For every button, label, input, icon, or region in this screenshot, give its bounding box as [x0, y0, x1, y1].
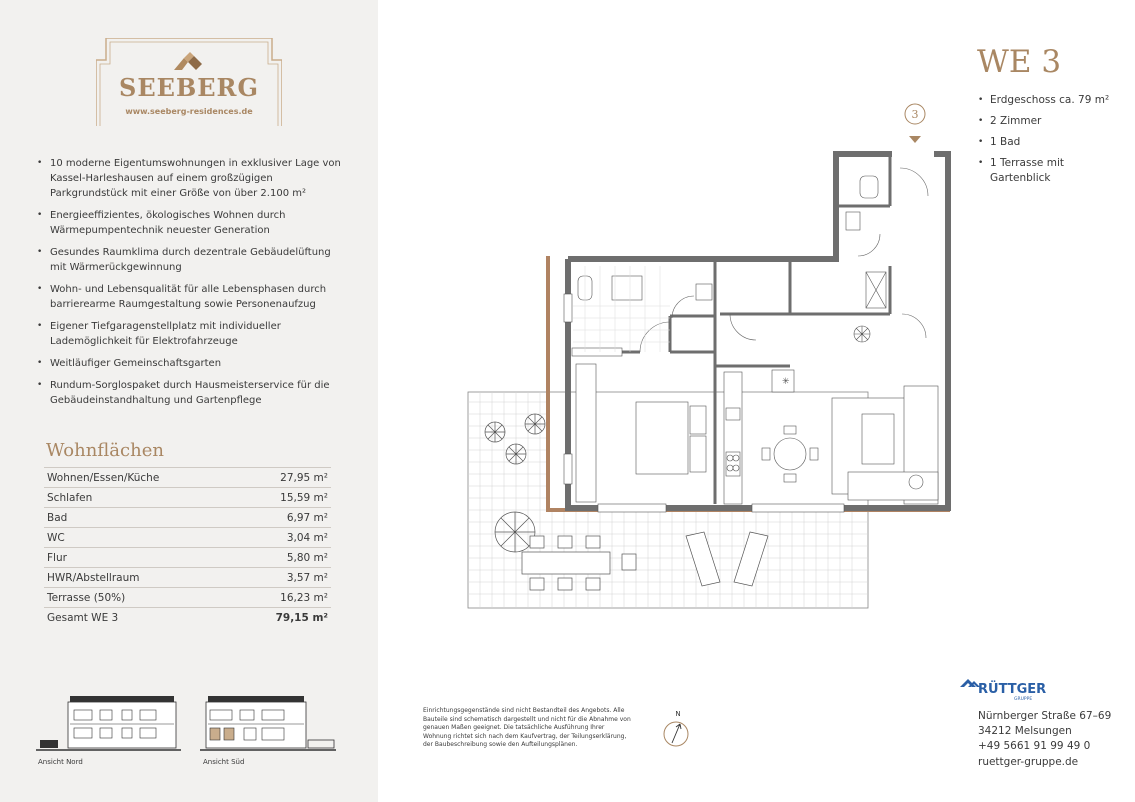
area-row	[44, 527, 331, 547]
developer-sub: GRUPPE	[1014, 697, 1033, 702]
address-web[interactable]: ruettger-gruppe.de	[978, 755, 1079, 768]
area-total-row	[44, 607, 331, 627]
area-label: Wohnen/Essen/Küche	[47, 471, 160, 484]
feature-item: • Wohn- und Lebensqualität für alle Lebensphasen durch barrierearme Raumgestaltung sowie Personenaufzug	[37, 282, 347, 312]
area-row	[44, 587, 331, 607]
area-total-value: 79,15 m²	[275, 611, 328, 624]
entrance-number: 3	[911, 108, 919, 121]
disclaimer-text: Einrichtungsgegenstände sind nicht Bestandteil des Angebots. Alle Bauteile sind schematisch dargestellt und nicht für die Abnahme von genauen Maßen geeignet. Die tatsächliche Ausführung Ihrer Wohnung richtet sich nach dem Kaufvertrag, der Teilungserklärung, der Baubeschreibung sowie den Aufteilungsplänen.	[423, 707, 631, 748]
address-street: Nürnberger Straße 67–69	[978, 710, 1112, 722]
area-label: Flur	[47, 551, 67, 564]
area-row	[44, 507, 331, 527]
area-value: 3,04 m²	[286, 531, 328, 544]
entrance-marker	[905, 104, 925, 143]
feature-item: • Rundum-Sorglospaket durch Hausmeisterservice für die Gebäudeinstandhaltung und Gartenpflege	[37, 378, 347, 408]
area-value: 3,57 m²	[286, 571, 328, 584]
developer-address	[978, 709, 1111, 770]
area-row	[44, 467, 331, 487]
area-value: 15,59 m²	[280, 491, 328, 504]
area-value: 6,97 m²	[286, 511, 328, 524]
developer-name: RÜTTGER	[978, 682, 1047, 697]
area-row	[44, 567, 331, 587]
feature-item: • 10 moderne Eigentumswohnungen in exklusiver Lage von Kassel-Harleshausen auf einem großzügigen Parkgrundstück mit einer Größe von über 2.100 m²	[37, 156, 347, 201]
seeberg-logo-icon	[172, 50, 204, 72]
feature-item: • Eigener Tiefgaragenstellplatz mit individueller Lademöglichkeit für Elektrofahrzeuge	[37, 319, 347, 349]
floor-plan	[460, 96, 955, 616]
area-label: Terrasse (50%)	[47, 591, 126, 604]
svg-text:✳: ✳	[782, 377, 790, 387]
unit-title: WE 3	[977, 44, 1062, 80]
area-total-label: Gesamt WE 3	[47, 611, 119, 624]
area-value: 27,95 m²	[280, 471, 328, 484]
compass-icon	[660, 708, 690, 752]
compass-label: N	[675, 710, 681, 718]
brand-name: SEEBERG	[119, 73, 259, 102]
area-row	[44, 487, 331, 507]
developer-logo	[958, 675, 1048, 707]
feature-list	[37, 156, 347, 415]
elevation-south-label: Ansicht Süd	[203, 758, 245, 766]
ruttger-logo-icon	[958, 675, 1048, 703]
elevation-north-label: Ansicht Nord	[38, 758, 83, 766]
area-label: Bad	[47, 511, 68, 524]
feature-item: • Gesundes Raumklima durch dezentrale Gebäudelüftung mit Wärmerückgewinnung	[37, 245, 347, 275]
area-value: 16,23 m²	[280, 591, 328, 604]
address-phone: +49 5661 91 99 49 0	[978, 740, 1091, 753]
feature-item: • Energieeffizientes, ökologisches Wohnen durch Wärmepumpentechnik neuester Generation	[37, 208, 347, 238]
area-label: HWR/Abstellraum	[47, 571, 140, 584]
unit-spec: • Erdgeschoss ca. 79 m²	[978, 93, 1118, 108]
elevation-south-drawing	[200, 690, 336, 752]
elevation-north-drawing	[36, 690, 181, 752]
area-value: 5,80 m²	[286, 551, 328, 564]
unit-spec-list	[978, 93, 1118, 192]
unit-spec: • 1 Bad	[978, 135, 1118, 150]
unit-spec: • 2 Zimmer	[978, 114, 1118, 129]
area-label: Schlafen	[47, 491, 93, 504]
unit-spec: • 1 Terrasse mit Gartenblick	[978, 156, 1118, 186]
brand-url: www.seeberg-residences.de	[125, 107, 253, 116]
feature-item: • Weitläufiger Gemeinschaftsgarten	[37, 356, 347, 371]
area-row	[44, 547, 331, 567]
area-table	[44, 467, 331, 627]
area-label: WC	[47, 531, 65, 544]
address-city: 34212 Melsungen	[978, 725, 1072, 738]
info-panel	[0, 0, 378, 802]
wohnflaechen-title: Wohnflächen	[46, 440, 164, 461]
